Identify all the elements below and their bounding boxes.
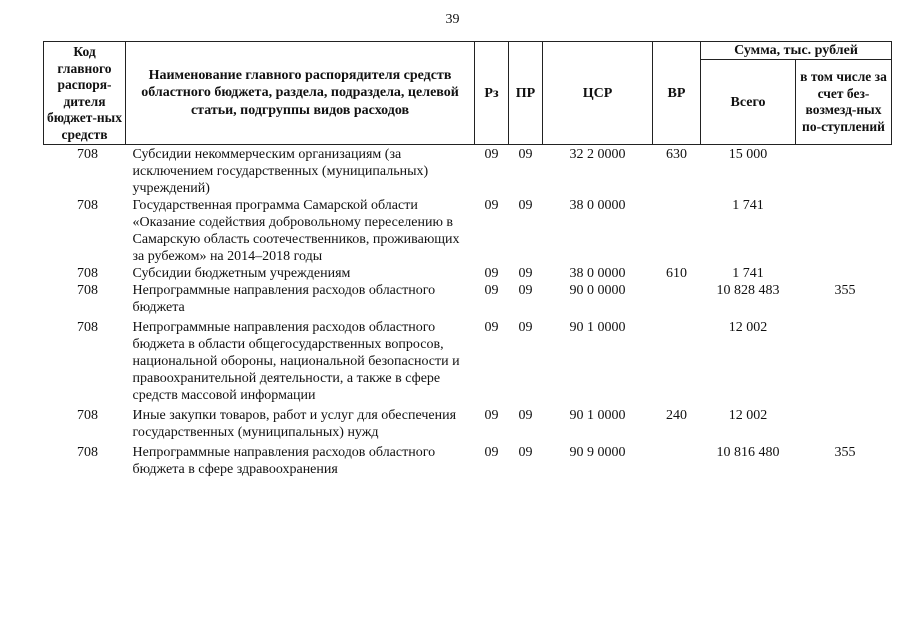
cell-rz: 09 <box>484 266 499 281</box>
cell-pr: 09 <box>518 283 533 298</box>
cell-rz: 09 <box>484 198 499 213</box>
header-pr: ПР <box>509 42 543 145</box>
header-total: Всего <box>701 60 796 145</box>
cell-name: Субсидии бюджетным учреждениям <box>132 266 351 281</box>
cell-vr: 610 <box>666 266 687 281</box>
cell-vr <box>653 282 701 316</box>
cell-total: 1 741 <box>732 266 764 281</box>
header-name: Наименование главного распорядителя средств областного бюджета, раздела, подраздела, целевой статьи, подгруппы видов расходов <box>126 42 475 145</box>
cell-pr: 09 <box>518 266 533 281</box>
cell-code: 708 <box>77 198 98 213</box>
table-body <box>44 145 892 479</box>
cell-total: 12 002 <box>728 408 768 423</box>
cell-code: 708 <box>77 147 98 162</box>
table-row <box>44 197 892 265</box>
page-number: 39 <box>445 12 460 27</box>
cell-rz: 09 <box>484 408 499 423</box>
cell-incl <box>796 145 892 198</box>
table-header <box>44 42 892 145</box>
cell-pr: 09 <box>518 320 533 335</box>
cell-total: 10 828 483 <box>716 283 780 298</box>
header-vr: ВР <box>653 42 701 145</box>
cell-csr: 38 0 0000 <box>569 198 626 213</box>
header-rz: Рз <box>475 42 509 145</box>
cell-csr: 90 9 0000 <box>569 445 626 460</box>
cell-rz: 09 <box>484 445 499 460</box>
cell-vr: 240 <box>666 408 687 423</box>
cell-pr: 09 <box>518 147 533 162</box>
cell-rz: 09 <box>484 320 499 335</box>
cell-csr: 90 0 0000 <box>569 283 626 298</box>
cell-name: Непрограммные направления расходов областного бюджета <box>132 283 436 315</box>
cell-vr <box>653 197 701 265</box>
header-incl: в том числе за счет без-возмезд-ных по-ступлений <box>796 60 892 145</box>
cell-name: Субсидии некоммерческим организациям (за исключением государственных (муниципальных) учреждений) <box>132 147 429 196</box>
cell-code: 708 <box>77 283 98 298</box>
cell-rz: 09 <box>484 283 499 298</box>
cell-name: Непрограммные направления расходов областного бюджета в области общегосударственных вопросов, национальной обороны, национальной безопасности и правоохранительной деятельности, а также в сфере средств массовой информации <box>132 320 460 403</box>
cell-name: Непрограммные направления расходов областного бюджета в сфере здравоохранения <box>132 445 436 477</box>
cell-code: 708 <box>77 408 98 423</box>
cell-total: 10 816 480 <box>716 445 780 460</box>
cell-csr: 90 1 0000 <box>569 408 626 423</box>
cell-pr: 09 <box>518 445 533 460</box>
header-code: Код главного распоря-дителя бюджет-ных средств <box>44 42 126 145</box>
cell-code: 708 <box>77 266 98 281</box>
cell-csr: 90 1 0000 <box>569 320 626 335</box>
cell-vr <box>653 316 701 404</box>
budget-table <box>43 41 892 478</box>
cell-total: 12 002 <box>728 320 768 335</box>
table-row <box>44 404 892 441</box>
cell-code: 708 <box>77 320 98 335</box>
header-sum: Сумма, тыс. рублей <box>701 42 892 60</box>
table-row <box>44 265 892 282</box>
cell-total: 1 741 <box>732 198 764 213</box>
cell-incl <box>796 316 892 404</box>
table-row <box>44 145 892 198</box>
cell-vr: 630 <box>666 147 687 162</box>
table-row <box>44 316 892 404</box>
cell-rz: 09 <box>484 147 499 162</box>
cell-incl: 355 <box>834 445 856 460</box>
cell-code: 708 <box>77 445 98 460</box>
table-row <box>44 282 892 316</box>
cell-incl <box>796 197 892 265</box>
cell-total: 15 000 <box>728 147 768 162</box>
cell-pr: 09 <box>518 408 533 423</box>
header-csr: ЦСР <box>543 42 653 145</box>
cell-name: Государственная программа Самарской области «Оказание содействия добровольному переселению в Самарскую область соотечественников, проживающих за рубежом» на 2014–2018 годы <box>132 198 460 264</box>
table-row <box>44 441 892 478</box>
cell-vr <box>653 441 701 478</box>
cell-incl: 355 <box>834 283 856 298</box>
cell-csr: 32 2 0000 <box>569 147 626 162</box>
cell-pr: 09 <box>518 198 533 213</box>
cell-incl <box>796 265 892 282</box>
cell-name: Иные закупки товаров, работ и услуг для обеспечения государственных (муниципальных) нужд <box>132 408 457 440</box>
cell-incl <box>796 404 892 441</box>
cell-csr: 38 0 0000 <box>569 266 626 281</box>
